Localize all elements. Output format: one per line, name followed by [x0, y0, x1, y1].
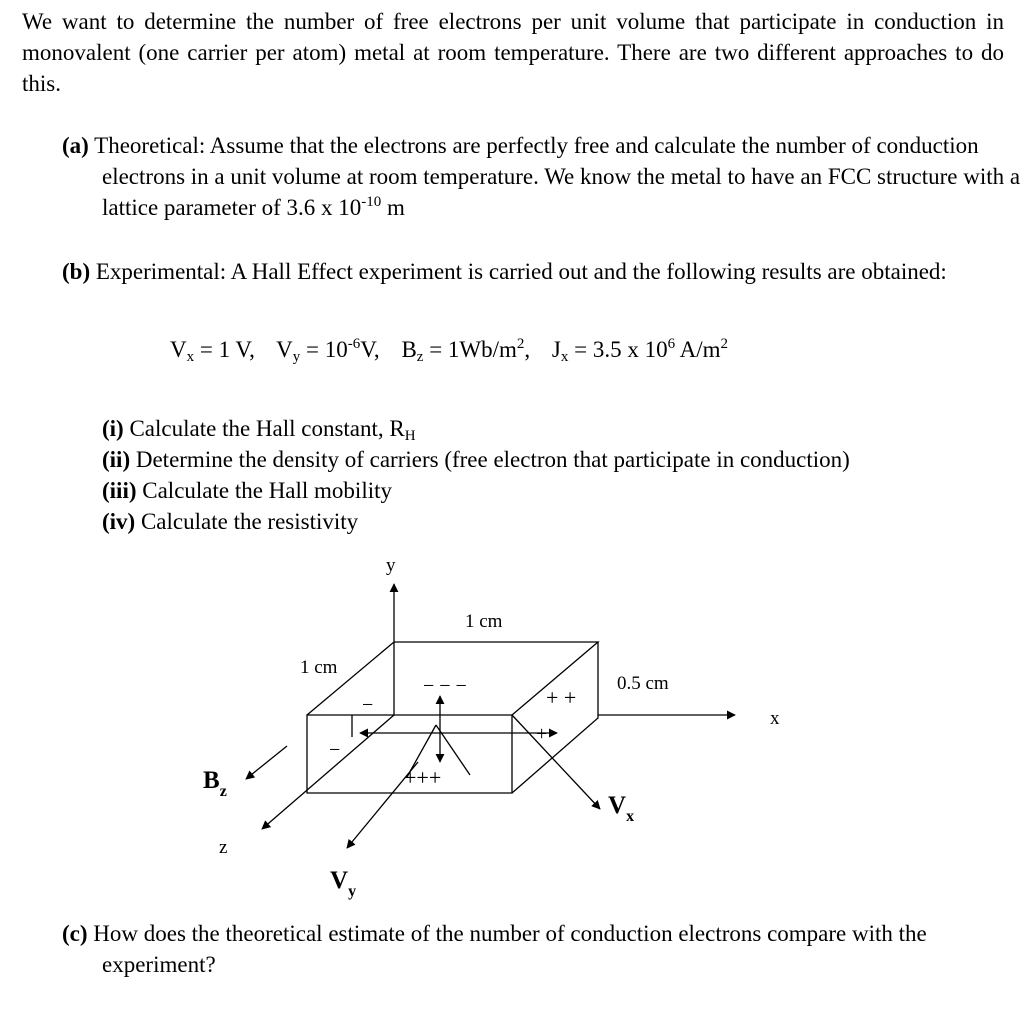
- part-a-label: (a): [62, 133, 89, 158]
- part-b: [62, 256, 1024, 287]
- sub-question-iv: (iv) Calculate the resistivity: [102, 509, 359, 534]
- sub-question-iii: (iii) Calculate the Hall mobility: [102, 478, 392, 503]
- eq-vy: $V_y = 10^{-6}V$,: [276, 336, 380, 365]
- part-a: [62, 130, 1024, 223]
- part-a-unit: m: [381, 195, 405, 220]
- dim-top-label: 1 cm: [465, 611, 503, 632]
- charge-right-plus: +: [536, 723, 548, 745]
- hall-results-equation: [170, 334, 744, 365]
- axis-y-label: y: [386, 555, 396, 576]
- label-vy: $V_y$: [330, 867, 357, 900]
- label-bz: $B_z$: [203, 767, 227, 800]
- part-a-text: Theoretical: Assume that the electrons are perfectly free and calculate the number of conduction electrons in a unit volume at room temperature. We know the metal to have an FCC structure with a lattice parameter of 3.6 x 10: [94, 133, 1021, 220]
- axis-z-label: z: [219, 837, 228, 858]
- charge-left-minus-2: −: [329, 739, 341, 761]
- part-b-label: (b): [62, 259, 91, 284]
- sub-question-i: (i) Calculate the Hall constant, $R_H$: [102, 416, 416, 444]
- axis-x-label: x: [770, 708, 780, 729]
- hall-effect-diagram: [0, 540, 1024, 910]
- label-vx: $V_x$: [608, 792, 635, 825]
- dim-right-label: 0.5 cm: [617, 673, 669, 694]
- part-c: [62, 918, 1024, 980]
- part-c-text: How does the theoretical estimate of the number of conduction electrons compare with the experiment?: [93, 921, 927, 977]
- intro-paragraph: We want to determine the number of free electrons per unit volume that participate in conduction in monovalent (one carrier per atom) metal at room temperature. There are two different approaches to do this.: [22, 9, 1004, 96]
- charges-top: − − −: [423, 675, 467, 697]
- vx-arrow: [512, 715, 600, 809]
- part-c-label: (c): [62, 921, 88, 946]
- part-b-text: Experimental: A Hall Effect experiment is carried out and the following results are obtained:: [95, 259, 947, 284]
- box-right-face: [512, 642, 598, 793]
- part-a-exponent: -10: [361, 194, 382, 210]
- bz-arrow: [246, 746, 287, 779]
- dim-left-label: 1 cm: [300, 657, 338, 678]
- charge-left-minus-1: −: [362, 694, 374, 716]
- charges-right: + +: [546, 685, 577, 710]
- eq-jx: $J_x = 3.5$ x $10^6$ $A/m^2$: [551, 336, 728, 365]
- z-axis-arrow: [262, 715, 394, 829]
- eq-bz: $B_z = 1Wb/m^2$,: [401, 336, 531, 365]
- eq-vx: $V_x = 1$ V,: [170, 337, 255, 365]
- charges-bottom: +++: [404, 765, 442, 790]
- sub-question-ii: (ii) Determine the density of carriers (free electron that participate in conduction): [102, 447, 850, 472]
